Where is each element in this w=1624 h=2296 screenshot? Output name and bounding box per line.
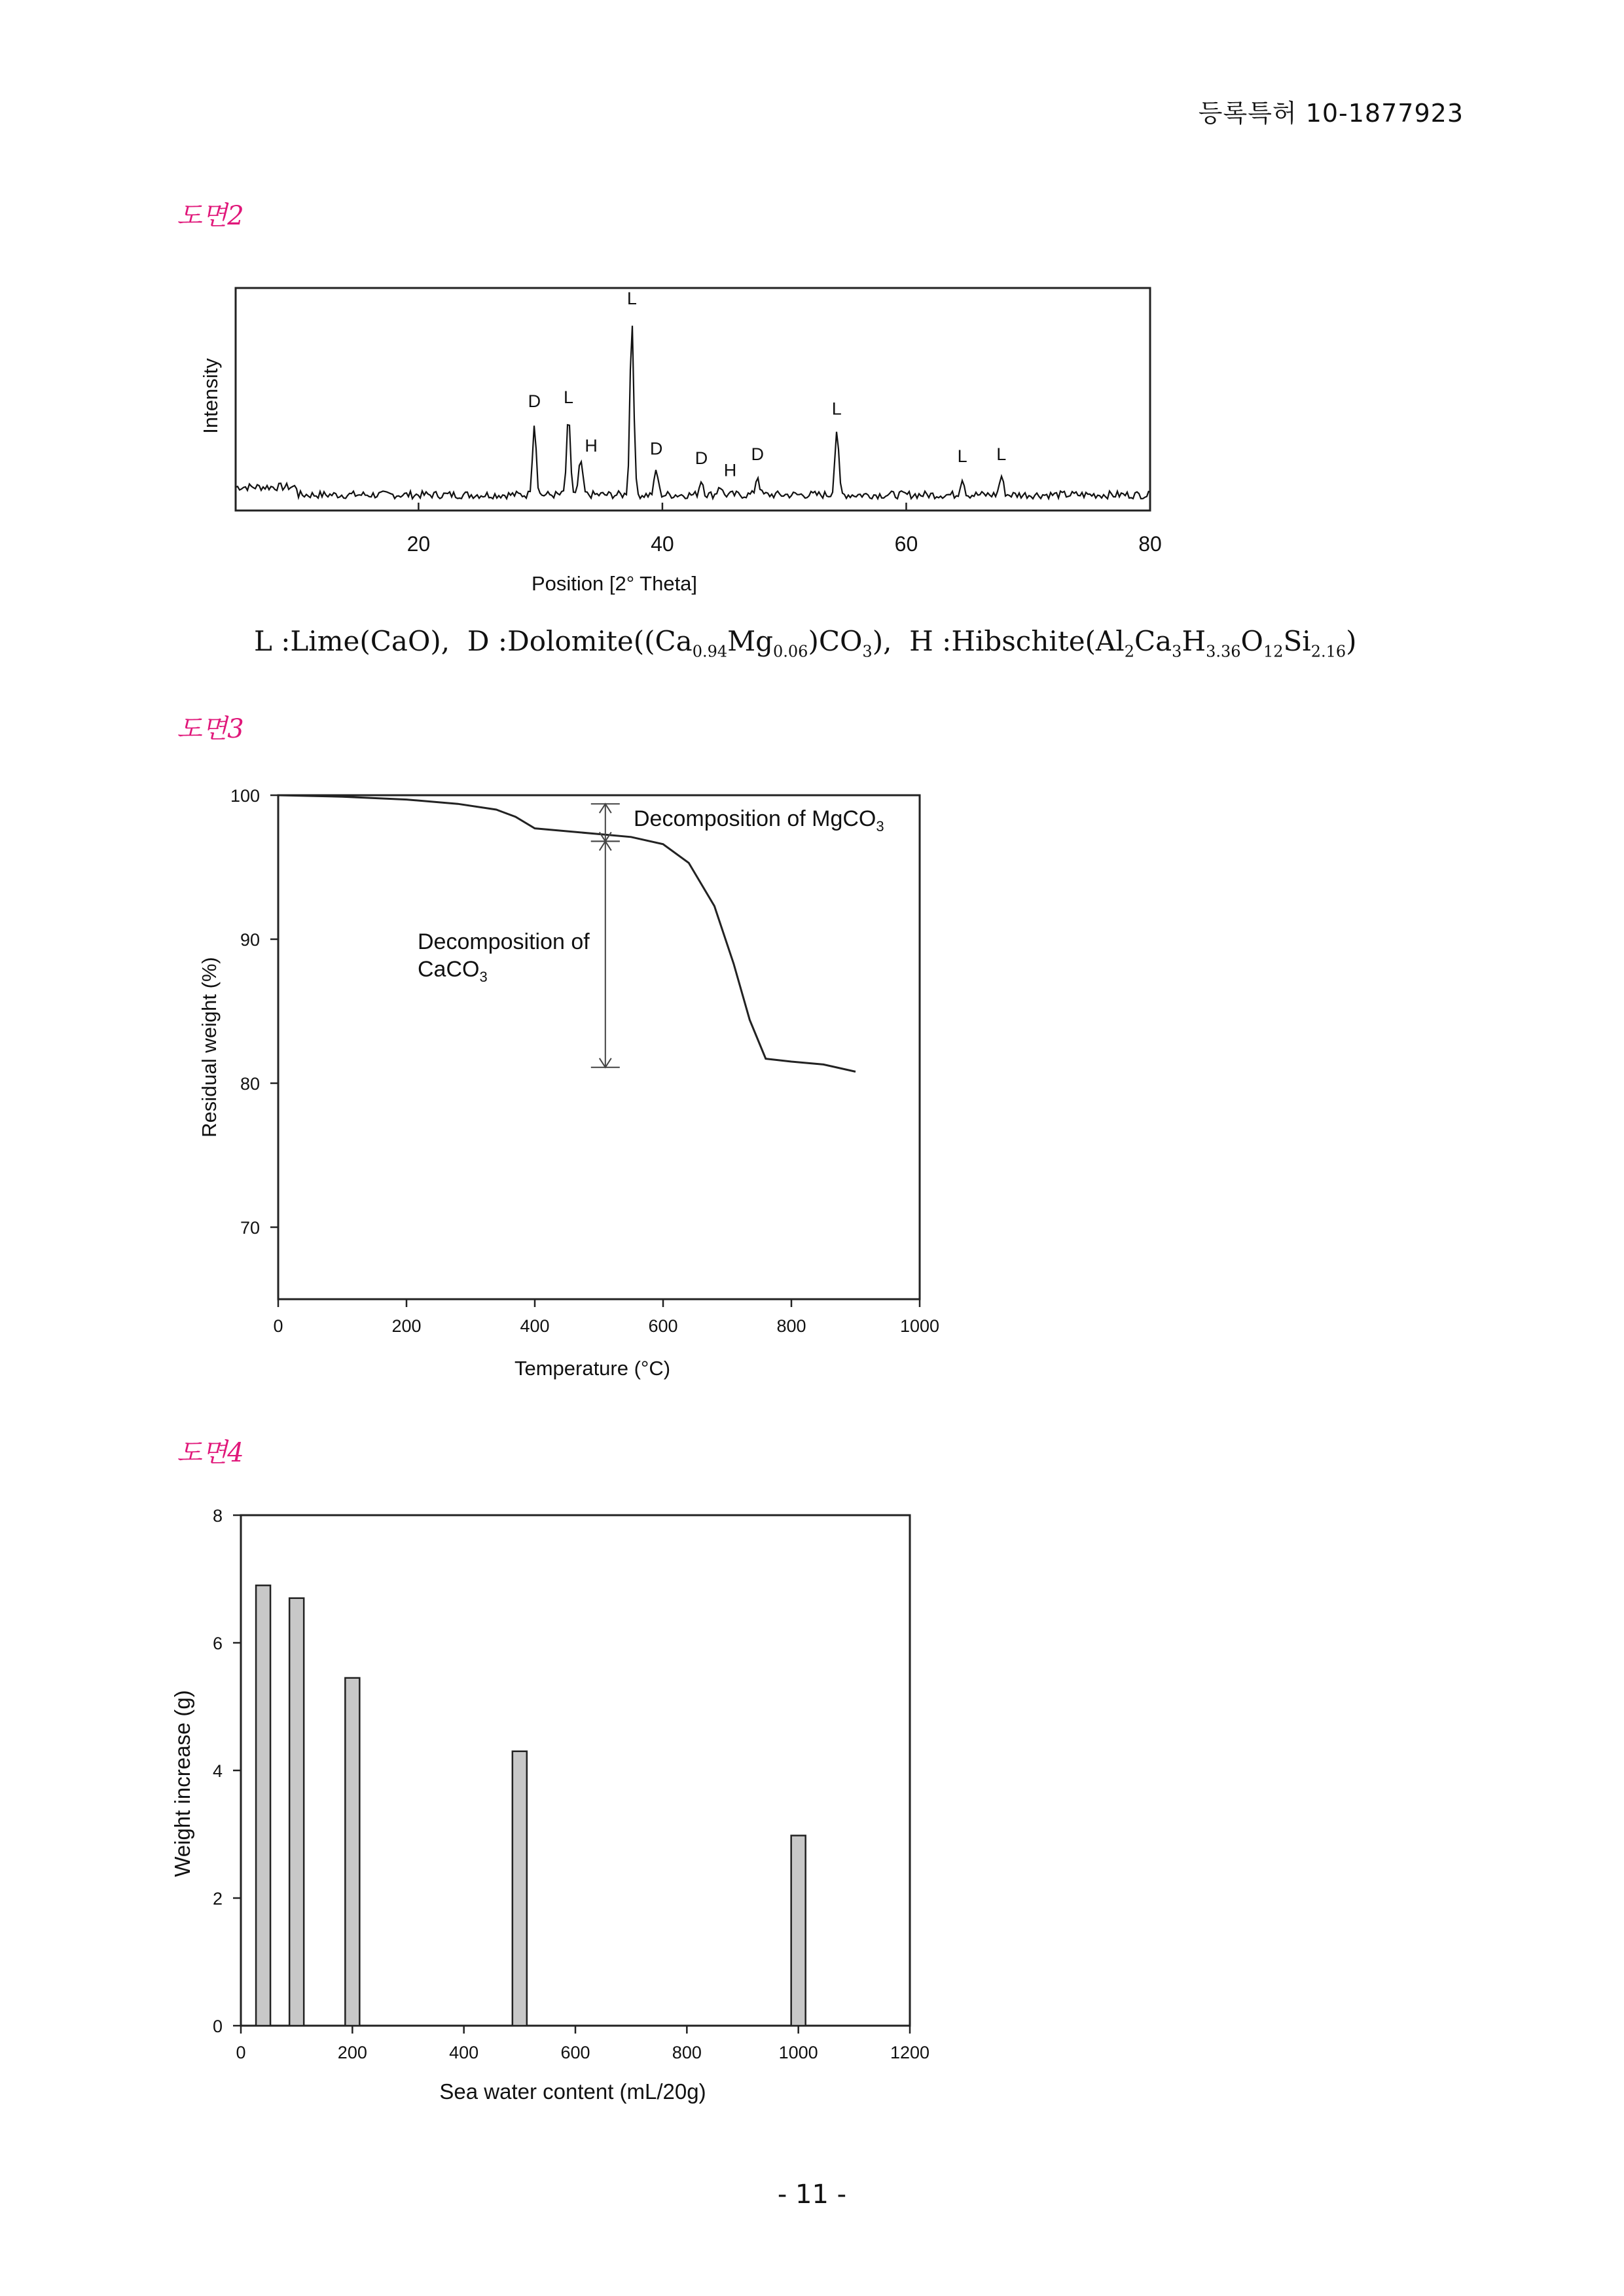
x-tick-label: 600	[648, 1316, 678, 1336]
peak-label: D	[695, 448, 708, 468]
x-tick-label: 800	[776, 1316, 806, 1336]
x-axis-label: Sea water content (mL/20g)	[439, 2079, 706, 2104]
bar	[791, 1835, 806, 2026]
x-tick-label: 40	[651, 532, 674, 556]
x-tick-label: 1000	[899, 1316, 940, 1336]
bar	[345, 1678, 359, 2026]
caption-text: O	[1240, 625, 1263, 657]
caption-text: Si	[1283, 625, 1311, 657]
y-tick-label: 0	[212, 2017, 223, 2036]
y-tick-label: 2	[212, 1889, 223, 1909]
x-tick-label: 0	[273, 1316, 283, 1336]
mgco3-annotation: Decomposition of MgCO$_3$	[634, 806, 884, 834]
caption-lime-name: Lime(CaO),	[290, 625, 450, 657]
caption-text: )CO	[808, 625, 863, 657]
y-tick-label: 100	[230, 786, 260, 806]
y-tick-label: 90	[240, 930, 260, 950]
x-tick-label: 20	[406, 532, 431, 556]
y-tick-label: 4	[212, 1761, 223, 1781]
y-axis-label: Intensity	[199, 358, 222, 434]
figure-4-label: 도면4	[177, 1438, 244, 1468]
caption-hibschite-key: H	[909, 625, 933, 657]
figure-3-label: 도면3	[177, 714, 244, 744]
bar	[289, 1598, 304, 2026]
caption-sub: 3	[862, 642, 873, 661]
peak-label: L	[626, 289, 637, 309]
caption-sub: 12	[1263, 642, 1284, 661]
caption-text: H	[1182, 625, 1206, 657]
peak-label: L	[957, 446, 967, 466]
x-tick-label: 200	[337, 2043, 367, 2062]
figure-2-label: 도면2	[177, 201, 244, 231]
peak-label: L	[996, 444, 1007, 464]
caco3-annotation-line2: CaCO$_3$	[418, 957, 488, 985]
caption-sub: 2	[1124, 642, 1134, 661]
peak-label: D	[528, 391, 541, 411]
y-tick-label: 80	[240, 1074, 260, 1094]
caption-sub: 0.94	[692, 642, 728, 661]
peak-label: L	[831, 399, 842, 419]
bar	[256, 1585, 270, 2026]
caption-text: Ca	[1134, 625, 1172, 657]
x-tick-label: 800	[672, 2043, 702, 2062]
x-axis-label: Position [2° Theta]	[531, 572, 698, 595]
caco3-annotation-line1: Decomposition of	[418, 929, 590, 954]
caption-sub: 3	[1172, 642, 1182, 661]
figure-2-caption: L :Lime(CaO), D $:Dolomite((Ca_{0.94}Mg_{0.06})CO_3)$, H $:Hibschite(Al_2Ca_3H_{3.36}O_{12}Si_{2.16})$	[254, 625, 1357, 661]
x-tick-label: 80	[1138, 532, 1162, 556]
x-axis-label: Temperature (°C)	[514, 1357, 671, 1380]
caption-text: )	[1346, 625, 1357, 657]
caption-sub: 0.06	[773, 642, 808, 661]
caption-sub: 2.16	[1310, 642, 1346, 661]
plot-frame	[241, 1515, 910, 2026]
caption-text: ),	[872, 625, 892, 657]
peak-label: D	[649, 439, 663, 459]
x-tick-label: 1000	[778, 2043, 818, 2062]
y-axis-label: Weight increase (g)	[170, 1690, 194, 1877]
caption-dolomite-name: Dolomite((Ca	[507, 625, 693, 657]
caption-lime-key: L	[254, 625, 272, 657]
peak-label: L	[563, 387, 574, 407]
peak-label: H	[585, 435, 598, 456]
annotation-subscript: 3	[479, 969, 488, 985]
y-axis-label: Residual weight (%)	[198, 957, 221, 1138]
bar	[513, 1751, 527, 2026]
y-tick-label: 70	[240, 1218, 260, 1238]
caption-hibschite-name: Hibschite(Al	[951, 625, 1125, 657]
patent-number-header: 등록특허 10-1877923	[1198, 99, 1464, 128]
x-tick-label: 1200	[890, 2043, 930, 2062]
y-tick-label: 8	[212, 1506, 223, 1526]
x-tick-label: 0	[236, 2043, 246, 2062]
caption-sub: 3.36	[1206, 642, 1241, 661]
y-tick-label: 6	[212, 1634, 223, 1653]
page-number: - 11 -	[777, 2179, 847, 2210]
x-tick-label: 200	[391, 1316, 422, 1336]
caption-text: Mg	[727, 625, 774, 657]
annotation-subscript: 3	[876, 818, 884, 834]
x-tick-label: 400	[449, 2043, 479, 2062]
peak-label: D	[751, 444, 764, 464]
x-tick-label: 400	[520, 1316, 550, 1336]
x-tick-label: 60	[894, 532, 918, 556]
x-tick-label: 600	[560, 2043, 590, 2062]
caption-dolomite-key: D	[467, 625, 490, 657]
peak-label: H	[723, 460, 737, 480]
